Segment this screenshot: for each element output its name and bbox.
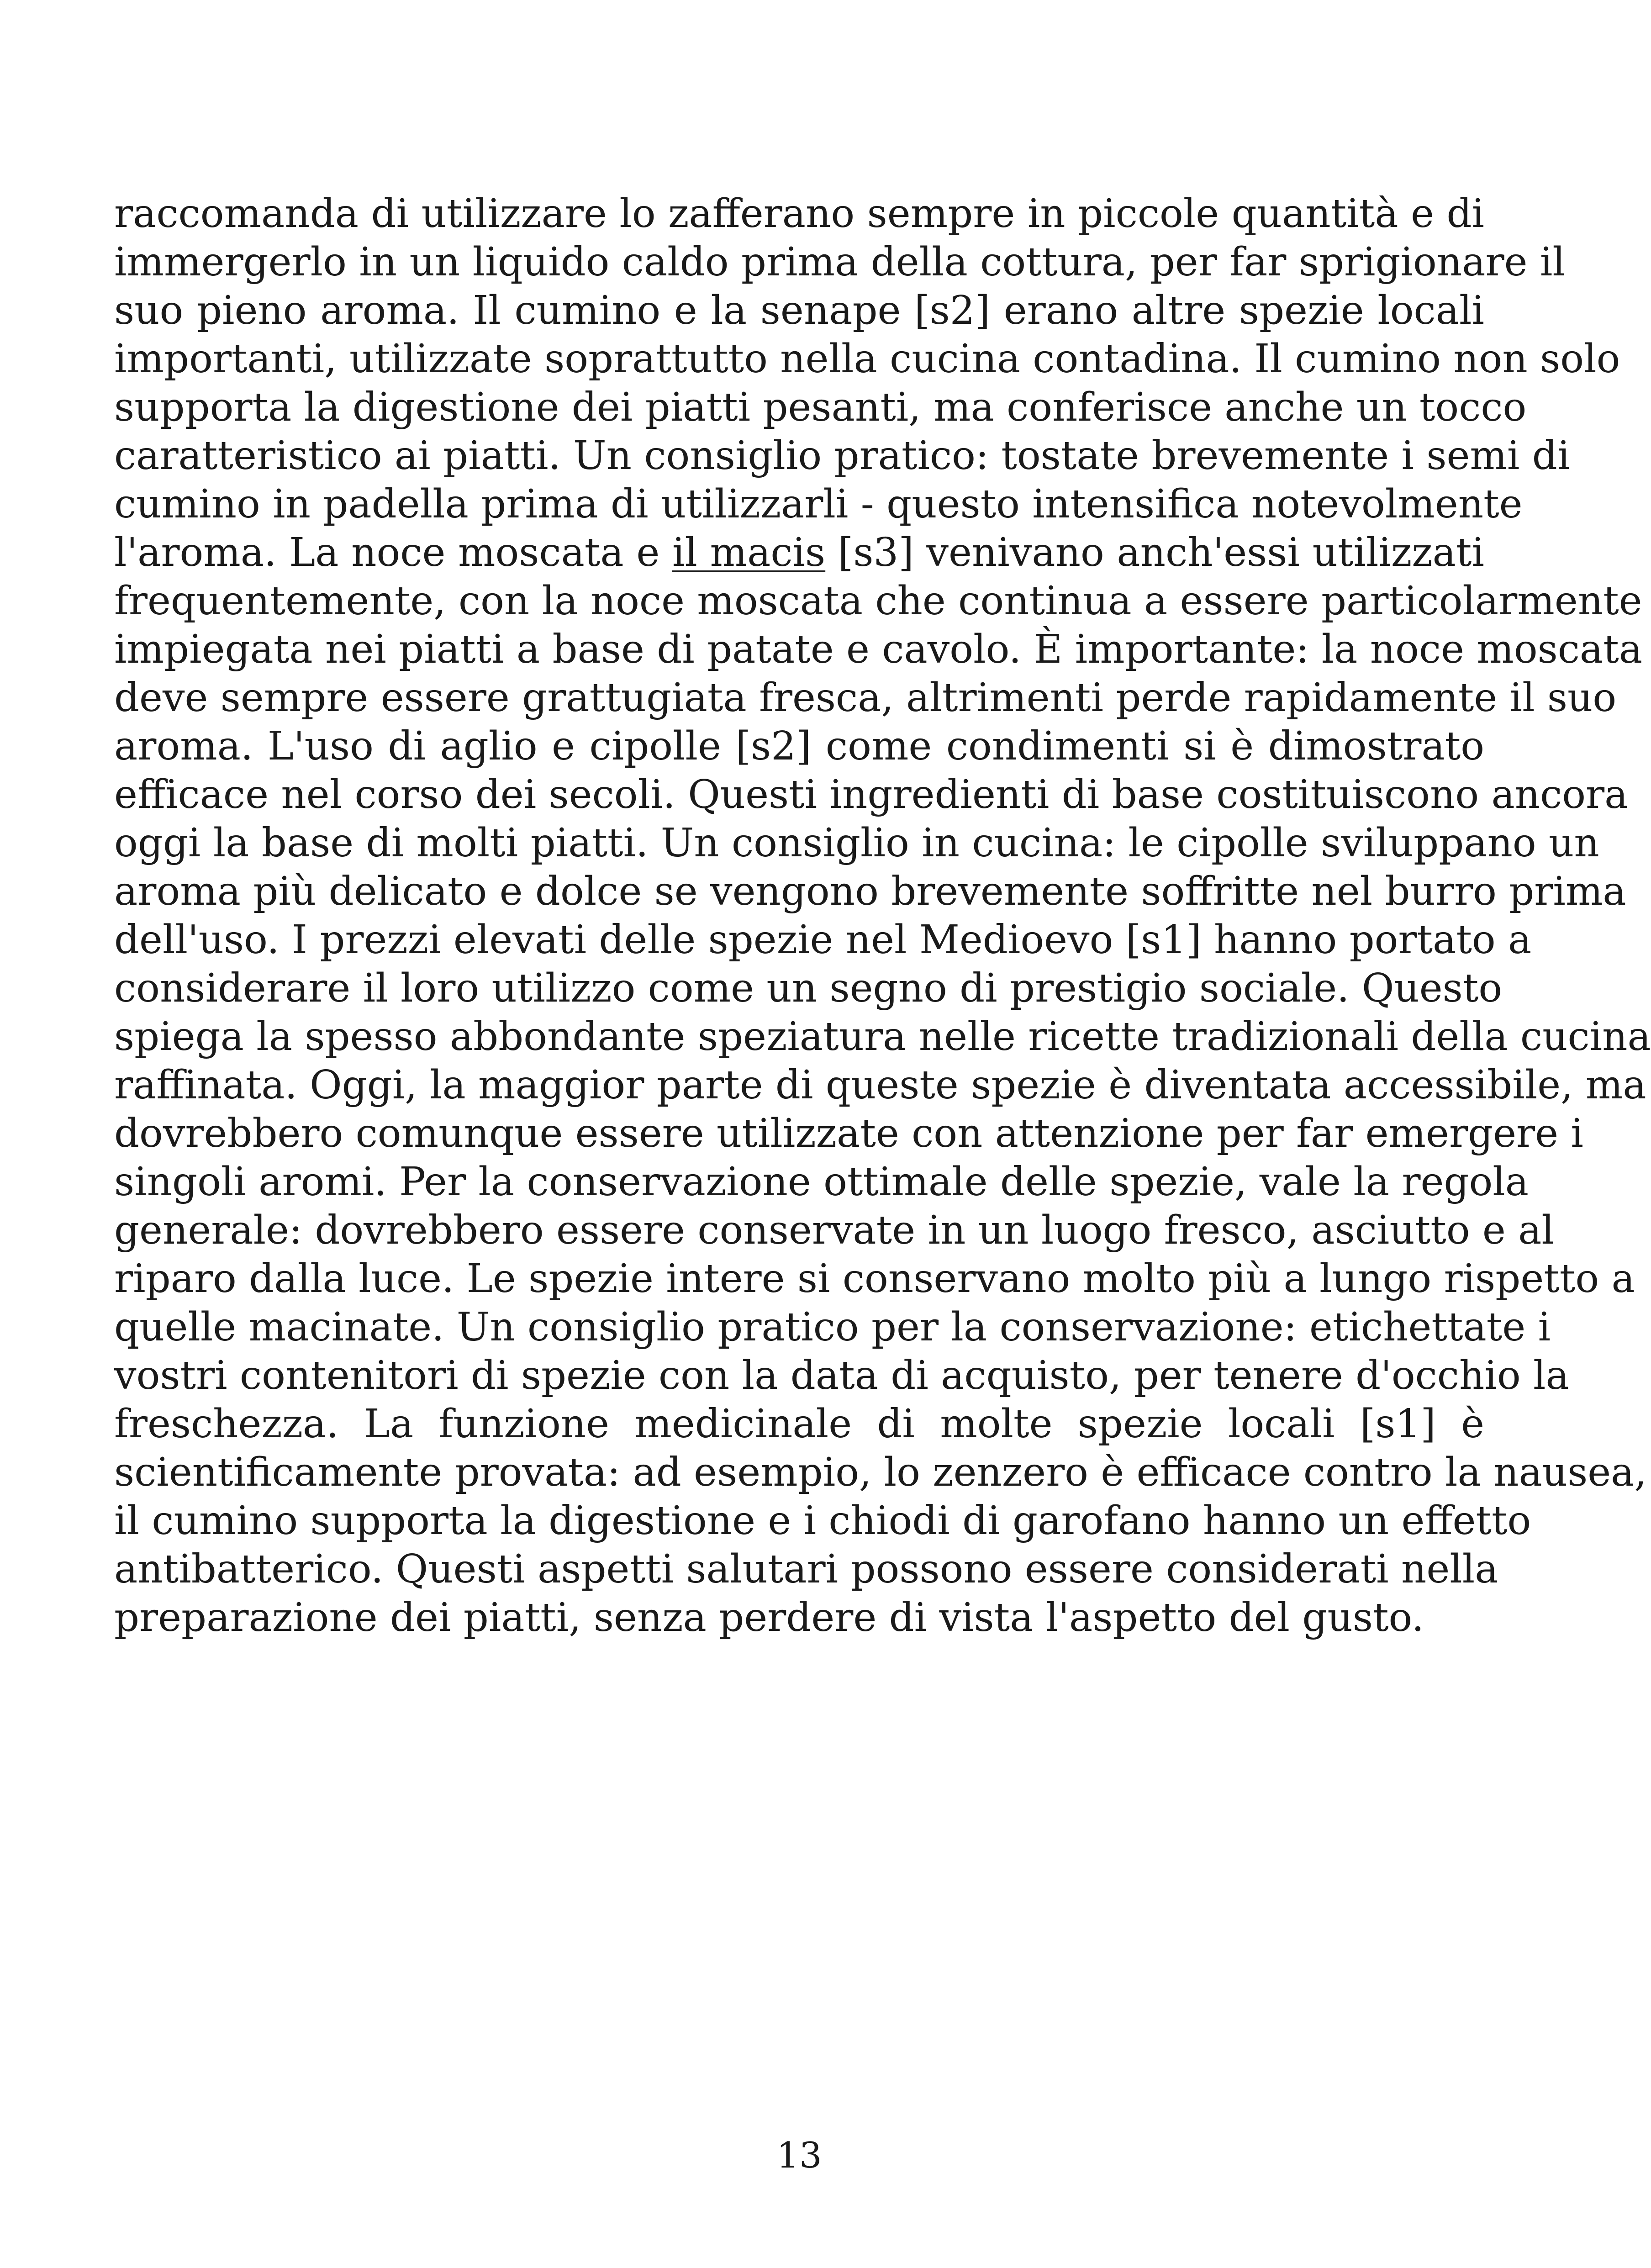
text-line: aroma più delicato e dolce se vengono brevemente soffritte nel burro prima [114, 869, 1626, 914]
text-line: aroma. L'uso di aglio e cipolle [s2] come condimenti si è dimostrato [114, 723, 1484, 769]
text-line: freschezza. La funzione medicinale di molte spezie locali [s1] è [114, 1401, 1484, 1447]
text-line: raffinata. Oggi, la maggior parte di queste spezie è diventata accessibile, ma [114, 1062, 1646, 1108]
text-line: cumino in padella prima di utilizzarli - questo intensifica notevolmente [114, 481, 1523, 527]
body-text [114, 190, 1651, 1642]
text-segment: [s3] venivano anch'essi utilizzati [825, 530, 1484, 575]
text-line: suo pieno aroma. Il cumino e la senape [s2] erano altre spezie locali [114, 288, 1484, 333]
text-line: raccomanda di utilizzare lo zafferano sempre in piccole quantità e di [114, 191, 1484, 237]
text-line-with-underline [114, 528, 1484, 577]
text-line: deve sempre essere grattugiata fresca, altrimenti perde rapidamente il suo [114, 675, 1617, 721]
text-line: considerare il loro utilizzo come un segno di prestigio sociale. Questo [114, 965, 1503, 1011]
text-line: singoli aromi. Per la conservazione ottimale delle spezie, vale la regola [114, 1159, 1529, 1205]
text-line: antibatterico. Questi aspetti salutari possono essere considerati nella [114, 1546, 1498, 1592]
text-line: il cumino supporta la digestione e i chiodi di garofano hanno un effetto [114, 1498, 1531, 1544]
text-segment: l'aroma. La noce moscata e [114, 530, 672, 575]
text-line: dovrebbero comunque essere utilizzate con attenzione per far emergere i [114, 1111, 1583, 1156]
text-line: caratteristico ai piatti. Un consiglio pratico: tostate brevemente i semi di [114, 433, 1570, 479]
text-line: preparazione dei piatti, senza perdere di vista l'aspetto del gusto. [114, 1595, 1424, 1640]
text-line: spiega la spesso abbondante speziatura nelle ricette tradizionali della cucina [114, 1014, 1651, 1060]
page-number: 13 [776, 2135, 822, 2176]
text-line: impiegata nei piatti a base di patate e cavolo. È importante: la noce moscata [114, 627, 1643, 672]
text-line: quelle macinate. Un consiglio pratico per la conservazione: etichettate i [114, 1304, 1551, 1350]
text-line: scientificamente provata: ad esempio, lo zenzero è efficace contro la nausea, [114, 1450, 1647, 1495]
text-line: vostri contenitori di spezie con la data di acquisto, per tenere d'occhio la [114, 1353, 1569, 1398]
text-line: supporta la digestione dei piatti pesanti, ma conferisce anche un tocco [114, 385, 1527, 430]
text-line: importanti, utilizzate soprattutto nella cucina contadina. Il cumino non solo [114, 336, 1620, 382]
text-line: oggi la base di molti piatti. Un consiglio in cucina: le cipolle sviluppano un [114, 820, 1599, 866]
underlined-term: il macis [672, 530, 826, 575]
text-line: immergerlo in un liquido caldo prima della cottura, per far sprigionare il [114, 239, 1565, 285]
text-line: dell'uso. I prezzi elevati delle spezie nel Medioevo [s1] hanno portato a [114, 917, 1532, 963]
text-line: riparo dalla luce. Le spezie intere si conservano molto più a lungo rispetto a [114, 1256, 1635, 1302]
text-line: generale: dovrebbero essere conservate in un luogo fresco, asciutto e al [114, 1208, 1554, 1253]
text-line: frequentemente, con la noce moscata che continua a essere particolarmente [114, 578, 1642, 624]
text-line: efficace nel corso dei secoli. Questi ingredienti di base costituiscono ancora [114, 772, 1628, 818]
